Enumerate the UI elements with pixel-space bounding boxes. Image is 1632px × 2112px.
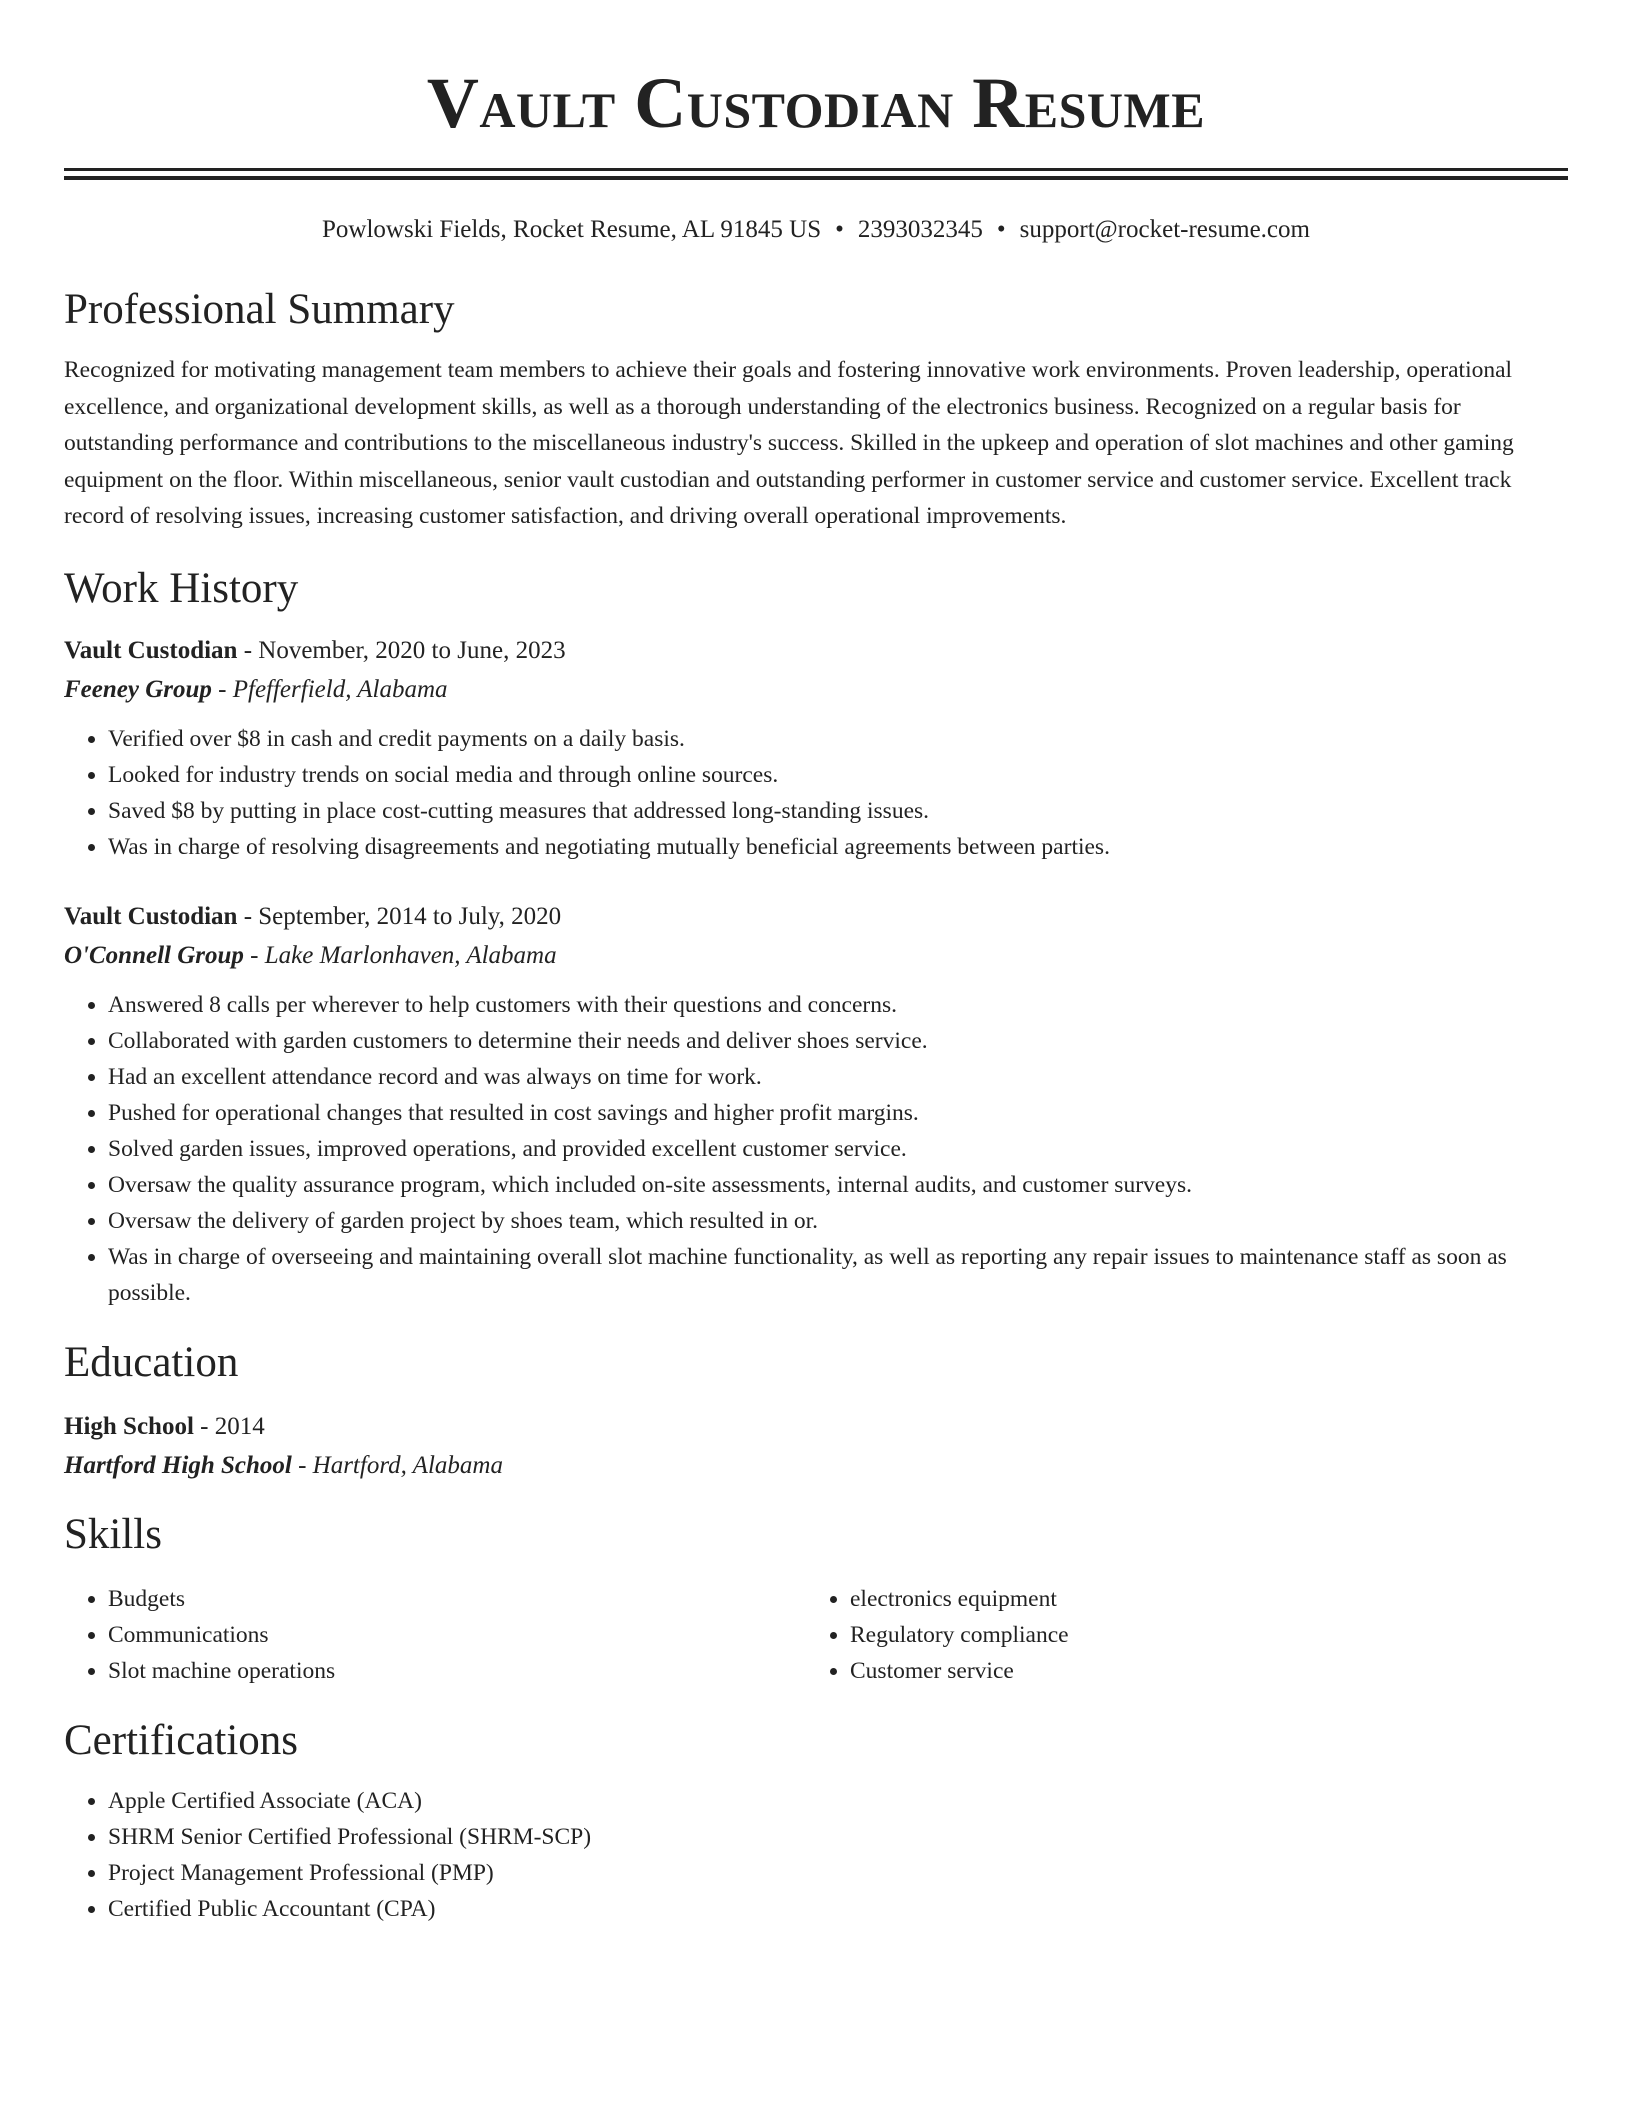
list-item: • Oversaw the delivery of garden project by shoes team, which resulted in or. — [108, 1203, 1568, 1239]
job-dates: - September, 2014 to July, 2020 — [237, 902, 562, 930]
list-item: • Solved garden issues, improved operations, and provided excellent customer service. — [108, 1131, 1568, 1167]
list-item: • Communications — [108, 1617, 806, 1653]
list-item: • Pushed for operational changes that resulted in cost savings and higher profit margins. — [108, 1095, 1568, 1131]
skills-column-right — [806, 1581, 1548, 1689]
job-entry — [64, 631, 1568, 865]
job-title-line — [64, 631, 1568, 670]
resume-title: Vault Custodian Resume — [426, 63, 1206, 143]
contact-phone: 2393032345 — [857, 216, 983, 243]
title-divider-top — [64, 168, 1568, 171]
list-item: • Certified Public Accountant (CPA) — [108, 1891, 1568, 1927]
contact-address: Powlowski Fields, Rocket Resume, AL 91845 US — [322, 216, 822, 243]
graduation-year: - 2014 — [193, 1412, 265, 1440]
certifications-section — [64, 1715, 1568, 1927]
list-item: • Was in charge of overseeing and maintaining overall slot machine functionality, as well as reporting any repair issues to maintenance staff as soon as possible. — [108, 1239, 1568, 1311]
list-item: • Was in charge of resolving disagreements and negotiating mutually beneficial agreements between parties. — [108, 829, 1568, 865]
contact-separator: • — [996, 216, 1006, 243]
education-section — [64, 1337, 1568, 1485]
skills-column-left — [64, 1581, 806, 1689]
list-item: • Looked for industry trends on social media and through online sources. — [108, 757, 1568, 793]
school-location: - Hartford, Alabama — [291, 1451, 503, 1479]
company-line — [64, 670, 1568, 709]
list-item: • Project Management Professional (PMP) — [108, 1855, 1568, 1891]
work-history-heading: Work History — [64, 564, 299, 612]
list-item: • Had an excellent attendance record and was always on time for work. — [108, 1059, 1568, 1095]
list-item: • Collaborated with garden customers to determine their needs and deliver shoes service. — [108, 1023, 1568, 1059]
summary-section — [64, 284, 1568, 535]
list-item: • SHRM Senior Certified Professional (SHRM-SCP) — [108, 1819, 1568, 1855]
job-bullets — [64, 987, 1568, 1311]
title-divider-bottom — [64, 176, 1568, 180]
company-line — [64, 936, 1568, 975]
work-history-section — [64, 563, 1568, 1311]
job-dates: - November, 2020 to June, 2023 — [237, 636, 566, 664]
job-title: Vault Custodian — [64, 902, 238, 930]
company-location: - Pfefferfield, Alabama — [211, 675, 448, 703]
list-item: • Slot machine operations — [108, 1653, 806, 1689]
job-entry — [64, 897, 1568, 1311]
skills-grid — [64, 1581, 1568, 1689]
company-name: Feeney Group — [64, 675, 212, 703]
list-item: • Regulatory compliance — [850, 1617, 1548, 1653]
certifications-heading: Certifications — [64, 1716, 299, 1764]
list-item: • Answered 8 calls per wherever to help customers with their questions and concerns. — [108, 987, 1568, 1023]
list-item: • Oversaw the quality assurance program, which included on-site assessments, internal audits, and customer surveys. — [108, 1167, 1568, 1203]
education-heading: Education — [64, 1338, 239, 1386]
list-item: • Verified over $8 in cash and credit payments on a daily basis. — [108, 721, 1568, 757]
job-title: Vault Custodian — [64, 636, 238, 664]
skills-section — [64, 1509, 1568, 1689]
contact-email: support@rocket-resume.com — [1019, 216, 1310, 243]
school-name: Hartford High School — [64, 1451, 292, 1479]
contact-separator: • — [835, 216, 844, 243]
list-item: • Saved $8 by putting in place cost-cutting measures that addressed long-standing issues. — [108, 793, 1568, 829]
list-item: • Customer service — [850, 1653, 1548, 1689]
list-item: • Apple Certified Associate (ACA) — [108, 1783, 1568, 1819]
list-item: • electronics equipment — [850, 1581, 1548, 1617]
company-location: - Lake Marlonhaven, Alabama — [243, 941, 557, 969]
school-line — [64, 1446, 1568, 1485]
certifications-list — [64, 1783, 1568, 1927]
summary-text: Recognized for motivating management team members to achieve their goals and fostering innovative work environments. Proven leadership, operational excellence, and organizational development skills, as well as a thorough understanding of the electronics business. Recognized on a regular basis for outstanding performance and contributions to the miscellaneous industry's success. Skilled in the upkeep and operation of slot machines and other gaming equipment on the floor. Within miscellaneous, senior vault custodian and outstanding performer in customer service and customer service. Excellent track record of resolving issues, increasing customer satisfaction, and driving overall operational improvements. — [64, 357, 1514, 529]
list-item: • Budgets — [108, 1581, 806, 1617]
degree-line — [64, 1407, 1568, 1446]
summary-heading: Professional Summary — [64, 286, 455, 333]
company-name: O'Connell Group — [64, 941, 244, 969]
skills-heading: Skills — [64, 1510, 162, 1558]
degree: High School — [64, 1412, 194, 1440]
job-bullets — [64, 721, 1568, 865]
contact-line — [64, 214, 1568, 246]
job-title-line — [64, 897, 1568, 936]
